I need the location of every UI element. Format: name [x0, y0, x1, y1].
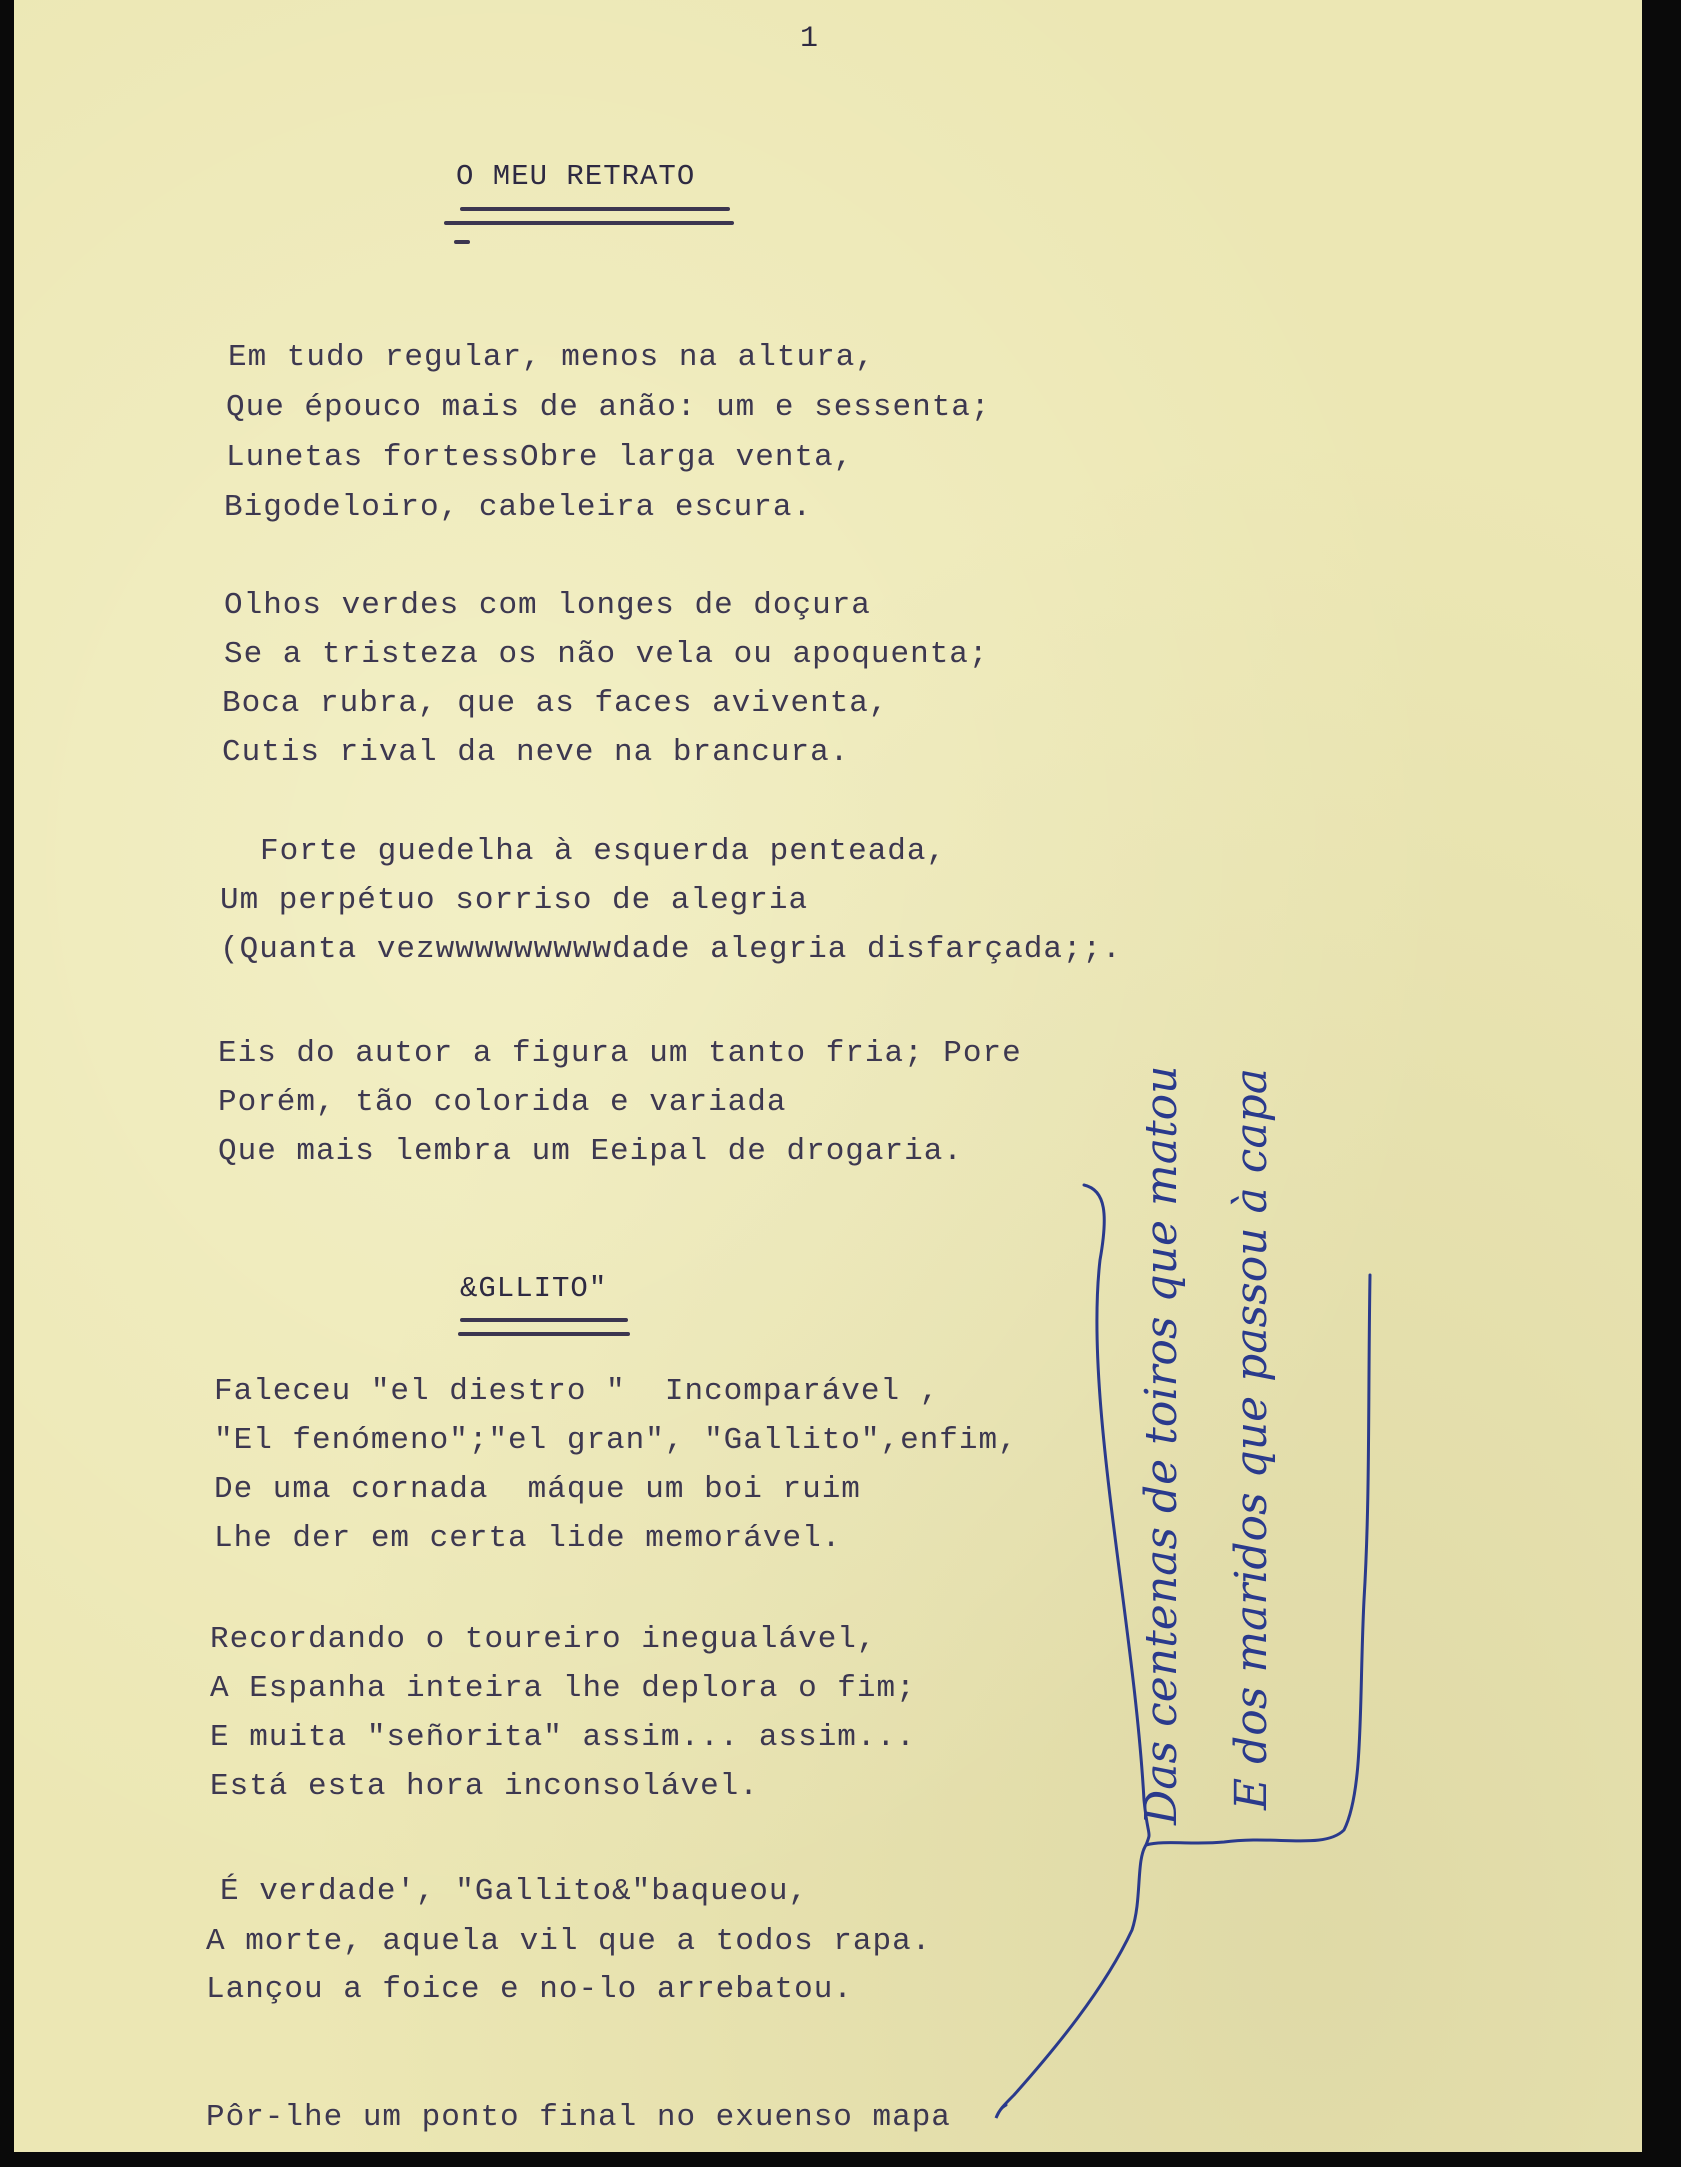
- handwritten-note-line1: Das centenas de toiros que matou: [1136, 1065, 1187, 1825]
- poem1-line: Lunetas fortessObre larga venta,: [226, 440, 854, 475]
- poem1-line: Forte guedelha à esquerda penteada,: [260, 834, 947, 869]
- poem2-line: A Espanha inteira lhe deplora o fim;: [210, 1671, 916, 1706]
- document-page: [14, 0, 1642, 2152]
- poem1-line: Eis do autor a figura um tanto fria; Pore: [218, 1036, 1022, 1071]
- poem2-line: Recordando o toureiro inegualável,: [210, 1622, 877, 1657]
- poem1-line: Um perpétuo sorriso de alegria: [220, 883, 809, 918]
- poem1-line: Cutis rival da neve na brancura.: [222, 735, 850, 770]
- poem2-line: É verdade', "Gallito&"baqueou,: [220, 1874, 809, 1909]
- poem2-line: A morte, aquela vil que a todos rapa.: [206, 1924, 932, 1959]
- poem1-title: O MEU RETRATO: [456, 160, 696, 193]
- poem2-line: De uma cornada máque um boi ruim: [214, 1472, 861, 1507]
- poem2-line: Lhe der em certa lide memorável.: [214, 1521, 842, 1556]
- poem2-line: Lançou a foice e no-lo arrebatou.: [206, 1972, 853, 2007]
- poem1-line: Que mais lembra um Eeipal de drogaria.: [218, 1134, 963, 1169]
- poem1-line: (Quanta vezwwwwwwwwwdade alegria disfarçada;;.: [220, 932, 1122, 967]
- poem1-line: Em tudo regular, menos na altura,: [228, 340, 875, 375]
- poem1-line: Se a tristeza os não vela ou apoquenta;: [224, 637, 989, 672]
- handwritten-note-line2: E dos maridos que passou à capa: [1226, 1067, 1277, 1810]
- poem1-line: Porém, tão colorida e variada: [218, 1085, 787, 1120]
- poem2-line: E muita "señorita" assim... assim...: [210, 1720, 916, 1755]
- poem1-line: Que épouco mais de anão: um e sessenta;: [226, 390, 991, 425]
- poem1-line: Bigodeloiro, cabeleira escura.: [224, 490, 813, 525]
- handwritten-bracket: [14, 0, 1642, 2152]
- poem2-line: Pôr-lhe um ponto final no exuenso mapa: [206, 2100, 951, 2135]
- poem1-line: Boca rubra, que as faces aviventa,: [222, 686, 889, 721]
- poem2-line: Faleceu "el diestro " Incomparável ,: [214, 1374, 940, 1409]
- poem2-title: &GLLITO": [460, 1272, 608, 1305]
- poem2-line: "El fenómeno";"el gran", "Gallito",enfim,: [214, 1423, 1018, 1458]
- page-number: 1: [800, 22, 819, 56]
- poem2-line: Está esta hora inconsolável.: [210, 1769, 759, 1804]
- poem1-line: Olhos verdes com longes de doçura: [224, 588, 871, 623]
